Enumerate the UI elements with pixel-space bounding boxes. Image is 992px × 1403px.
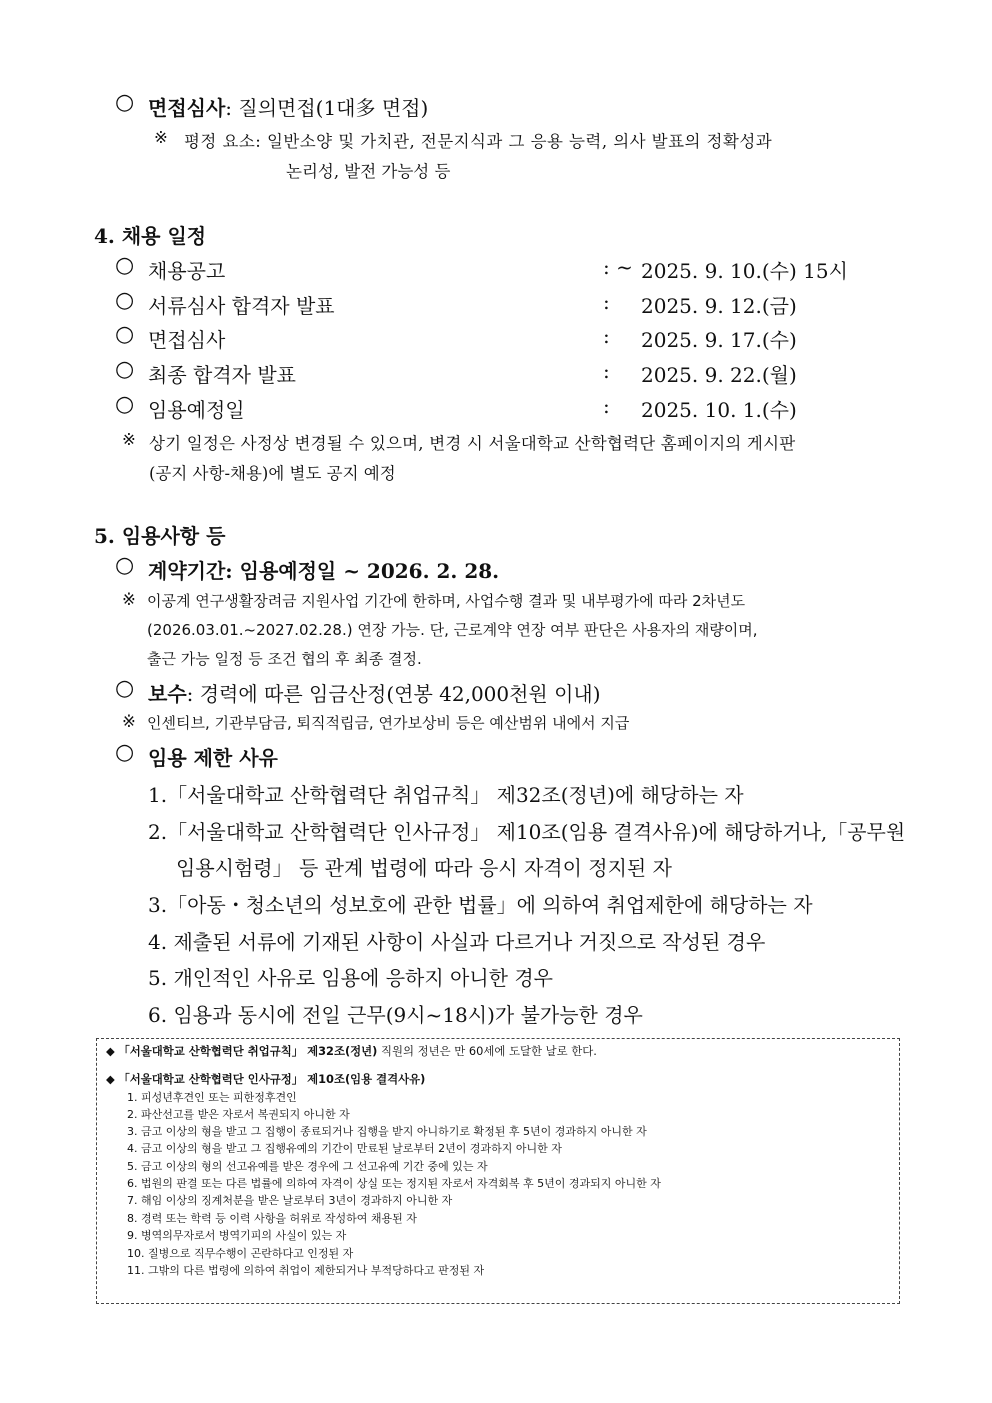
contract-note-mark: ※ [122, 590, 136, 609]
contract-note-line3: 출근 가능 일정 등 조건 협의 후 최종 결정. [147, 650, 422, 668]
schedule-sep: : [603, 359, 610, 383]
rule2-item: 7. 해임 이상의 징계처분을 받은 날로부터 3년이 경과하지 아니한 자 [127, 1194, 453, 1207]
rule1-line [106, 1043, 597, 1059]
schedule-sep: : ~ [603, 255, 633, 279]
pay-label: 보수 [148, 682, 187, 706]
restrict-label: 임용 제한 사유 [148, 746, 278, 770]
contract-note-line2: (2026.03.01.~2027.02.28.) 연장 가능. 단, 근로계약 연장 여부 판단은 사용자의 재량이며, [147, 621, 758, 639]
schedule-bullet: ○ [115, 357, 135, 382]
interview-note-line2: 논리성, 발전 가능성 등 [286, 162, 451, 181]
schedule-date: 2025. 9. 12.(금) [641, 294, 797, 318]
pay-note-text: 인센티브, 기관부담금, 퇴직적립금, 연가보상비 등은 예산범위 내에서 지급 [147, 714, 630, 732]
schedule-date: 2025. 10. 1.(수) [641, 398, 797, 422]
reason-item: 1.「서울대학교 산학협력단 취업규칙」 제32조(정년)에 해당하는 자 [148, 783, 744, 807]
rule2-item: 6. 법원의 판결 또는 다른 법률에 의하여 자격이 상실 또는 정지된 자로서 자격회복 후 5년이 경과되지 아니한 자 [127, 1177, 661, 1190]
rule1-text: 직원의 정년은 만 60세에 도달한 날로 한다. [377, 1044, 597, 1058]
rule2-item: 2. 파산선고를 받은 자로서 복권되지 아니한 자 [127, 1108, 350, 1121]
schedule-note-mark: ※ [122, 430, 136, 449]
interview-note-line1: 평정 요소: 일반소양 및 가치관, 전문지식과 그 응용 능력, 의사 발표의 정확성과 [184, 132, 773, 151]
rule1-mark: ◆ [106, 1044, 115, 1058]
pay-line [148, 678, 601, 707]
rule2-item: 5. 금고 이상의 형의 선고유예를 받은 경우에 그 선고유예 기간 중에 있는 자 [127, 1160, 488, 1173]
schedule-date: 2025. 9. 10.(수) 15시 [641, 259, 848, 283]
schedule-sep: : [603, 324, 610, 348]
rule2-item: 10. 질병으로 직무수행이 곤란하다고 인정된 자 [127, 1247, 354, 1260]
pay-text: : 경력에 따른 임금산정(연봉 42,000천원 이내) [186, 682, 601, 706]
reason-item: 6. 임용과 동시에 전일 근무(9시~18시)가 불가능한 경우 [148, 1003, 643, 1027]
schedule-bullet: ○ [115, 288, 135, 313]
schedule-sep: : [603, 290, 610, 314]
schedule-sep: : [603, 394, 610, 418]
rule2-item: 8. 경력 또는 학력 등 이력 사항을 허위로 작성하여 채용된 자 [127, 1212, 417, 1225]
rule2-item: 9. 병역의무자로서 병역기피의 사실이 있는 자 [127, 1229, 347, 1242]
schedule-bullet: ○ [115, 392, 135, 417]
reason-item: 임용시험령」 등 관계 법령에 따라 응시 자격이 정지된 자 [176, 856, 672, 880]
schedule-note-line2: (공지 사항-채용)에 별도 공지 예정 [149, 464, 396, 483]
interview-text: : 질의면접(1대多 면접) [225, 96, 429, 120]
schedule-note-line1: 상기 일정은 사정상 변경될 수 있으며, 변경 시 서울대학교 산학협력단 홈페이지의 게시판 [149, 434, 796, 453]
schedule-bullet: ○ [115, 253, 135, 278]
interview-bullet: ○ [115, 90, 135, 115]
schedule-heading: 4. 채용 일정 [94, 224, 207, 248]
rule1-title: 「서울대학교 산학협력단 취업규칙」 제32조(정년) [118, 1044, 378, 1058]
schedule-date: 2025. 9. 22.(월) [641, 363, 797, 387]
interview-note-mark: ※ [154, 128, 168, 147]
contract-text: 계약기간: 임용예정일 ~ 2026. 2. 28. [148, 559, 500, 583]
rule2-item: 11. 그밖의 다른 법령에 의하여 취업이 제한되거나 부적당하다고 판정된 자 [127, 1264, 485, 1277]
contract-bullet: ○ [115, 553, 135, 578]
interview-line [148, 92, 428, 121]
contract-note-line1: 이공계 연구생활장려금 지원사업 기간에 한하며, 사업수행 결과 및 내부평가에 따라 2차년도 [147, 592, 746, 610]
schedule-label: 서류심사 합격자 발표 [148, 294, 335, 318]
rule2-item: 1. 피성년후견인 또는 피한정후견인 [127, 1091, 297, 1104]
schedule-label: 면접심사 [148, 328, 226, 352]
rule2-item: 4. 금고 이상의 형을 받고 그 집행유예의 기간이 만료된 날로부터 2년이 경과하지 아니한 자 [127, 1142, 562, 1155]
reason-item: 4. 제출된 서류에 기재된 사항이 사실과 다르거나 거짓으로 작성된 경우 [148, 930, 766, 954]
schedule-label: 임용예정일 [148, 398, 245, 422]
appointment-heading: 5. 임용사항 등 [94, 524, 226, 548]
schedule-label: 최종 합격자 발표 [148, 363, 296, 387]
pay-bullet: ○ [115, 676, 135, 701]
schedule-date: 2025. 9. 17.(수) [641, 328, 797, 352]
pay-note-mark: ※ [122, 712, 136, 731]
reason-item: 5. 개인적인 사유로 임용에 응하지 아니한 경우 [148, 966, 553, 990]
reason-item: 3.「아동・청소년의 성보호에 관한 법률」에 의하여 취업제한에 해당하는 자 [148, 893, 813, 917]
reason-item: 2.「서울대학교 산학협력단 인사규정」 제10조(임용 결격사유)에 해당하거나,「공무원 [148, 820, 906, 844]
schedule-bullet: ○ [115, 322, 135, 347]
rule2-title: 「서울대학교 산학협력단 인사규정」 제10조(임용 결격사유) [118, 1072, 426, 1086]
schedule-label: 채용공고 [148, 259, 226, 283]
restrict-bullet: ○ [115, 740, 135, 765]
rule2-mark: ◆ [106, 1072, 115, 1086]
rule2-item: 3. 금고 이상의 형을 받고 그 집행이 종료되거나 집행을 받지 아니하기로 확정된 후 5년이 경과하지 아니한 자 [127, 1125, 647, 1138]
rule2-line [106, 1071, 425, 1087]
interview-label: 면접심사 [148, 96, 226, 120]
